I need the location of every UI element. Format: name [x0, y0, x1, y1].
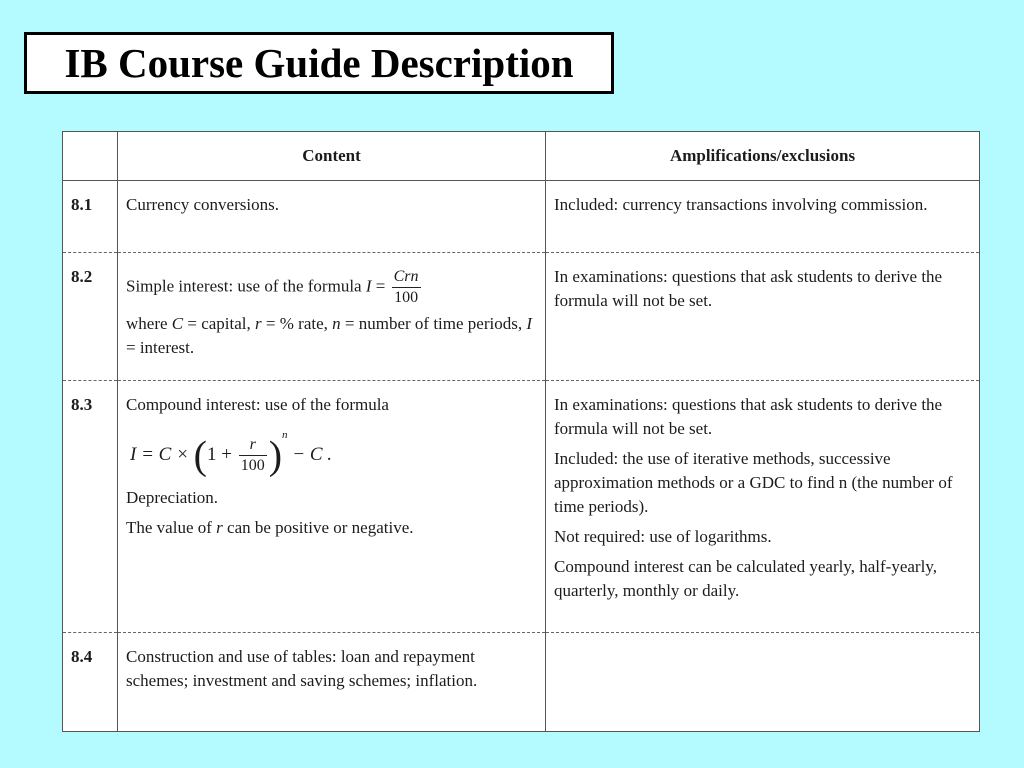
amplification-text: In examinations: questions that ask students to derive the formula will not be set.: [554, 267, 943, 310]
content-cell: [118, 253, 546, 381]
fraction-denominator: 100: [394, 289, 419, 306]
header-blank: [63, 132, 118, 181]
content-text: Currency conversions.: [126, 195, 279, 214]
var-n: n: [332, 314, 341, 333]
row-number: 8.3: [63, 381, 118, 633]
fraction-numerator: Crn: [392, 267, 421, 288]
content-cell: [118, 181, 546, 253]
amplifications-cell: [546, 633, 980, 732]
value-of-r-lead: The value of: [126, 518, 217, 538]
amplification-text: Compound interest can be calculated yearly, half-yearly, quarterly, monthly or daily.: [554, 557, 937, 600]
table-row: [63, 181, 980, 253]
formula-lhs: I: [130, 444, 137, 465]
formula-equals: =: [371, 276, 390, 296]
amplifications-cell: [546, 253, 980, 381]
amplification-text: Included: the use of iterative methods, successive approximation methods or a GDC to find n (the number of time periods).: [554, 449, 953, 516]
header-content: Content: [118, 132, 546, 181]
compound-interest-lead: Compound interest: use of the formula: [126, 395, 389, 414]
table-row: [63, 381, 980, 633]
var-r: r: [216, 518, 223, 538]
slide-title: IB Course Guide Description: [24, 32, 614, 94]
simple-interest-line: [126, 267, 537, 308]
header-amplifications: Amplifications/exclusions: [546, 132, 980, 181]
row-number: 8.2: [63, 253, 118, 381]
content-text: Construction and use of tables: loan and repayment schemes; investment and saving schemes; inflation.: [126, 647, 478, 690]
var-i: I: [526, 314, 533, 333]
depreciation-text: Depreciation.: [126, 488, 219, 508]
content-cell: [118, 381, 546, 633]
amplification-text: In examinations: questions that ask students to derive the formula will not be set.: [554, 395, 943, 438]
simple-interest-lead: Simple interest: use of the formula: [126, 276, 366, 296]
formula-tail: − C .: [287, 444, 333, 465]
fraction-denominator: 100: [240, 457, 265, 475]
course-guide-table: [62, 131, 980, 732]
amplifications-cell: [546, 381, 980, 633]
amplification-text: Not required: use of logarithms.: [554, 527, 772, 546]
amplification-text: Included: currency transactions involving commission.: [554, 195, 928, 214]
amplifications-cell: [546, 181, 980, 253]
table-row: [63, 253, 980, 381]
fraction-numerator: r: [239, 435, 267, 456]
row-number: 8.1: [63, 181, 118, 253]
right-paren: ): [268, 432, 283, 478]
compound-fraction: [239, 435, 267, 476]
formula-lhs: I: [365, 276, 372, 296]
value-of-r-text: [126, 516, 537, 540]
var-i-def: = interest.: [126, 338, 195, 357]
formula-multiplier: = C ×: [136, 444, 194, 465]
formula-exponent: n: [282, 429, 288, 441]
var-c: C: [171, 314, 184, 333]
guide-table: [62, 131, 980, 732]
var-r-def: = % rate,: [261, 314, 333, 333]
left-paren: (: [193, 432, 207, 478]
var-r: r: [255, 314, 262, 333]
variable-definitions: [126, 312, 537, 360]
table-header-row: [63, 132, 980, 181]
where-text: where: [126, 314, 172, 333]
var-c-def: = capital,: [183, 314, 256, 333]
compound-interest-formula: [130, 423, 537, 476]
content-cell: [118, 633, 546, 732]
table-row: [63, 633, 980, 732]
var-n-def: = number of time periods,: [340, 314, 527, 333]
simple-interest-fraction: [392, 267, 421, 308]
row-number: 8.4: [63, 633, 118, 732]
formula-one: 1 +: [206, 444, 237, 465]
value-of-r-tail: can be positive or negative.: [222, 518, 414, 538]
